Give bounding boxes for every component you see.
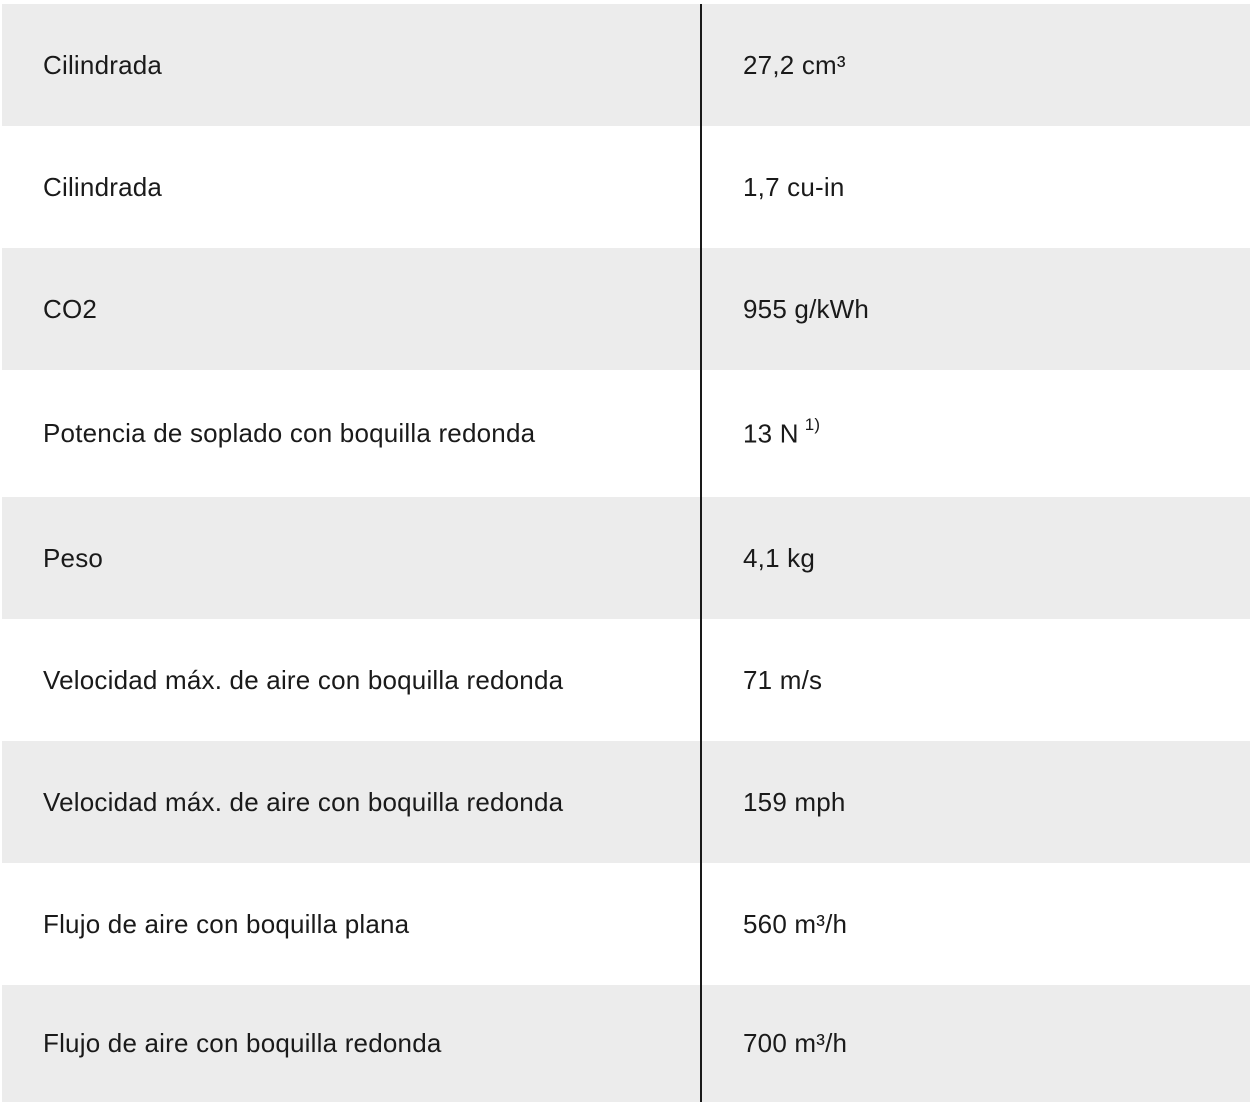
spec-value [702, 294, 1250, 325]
spec-row [2, 248, 1250, 370]
spec-value-text: 13 N [743, 418, 799, 449]
spec-row [2, 370, 1250, 497]
spec-value [702, 909, 1250, 940]
spec-row [2, 619, 1250, 741]
column-divider [700, 4, 702, 1102]
spec-row [2, 985, 1250, 1102]
spec-value-text: 560 m³/h [743, 908, 848, 939]
spec-value [702, 172, 1250, 203]
spec-value [702, 414, 1250, 450]
spec-value [702, 1028, 1250, 1059]
spec-row [2, 4, 1250, 126]
spec-value-text: 1,7 cu-in [743, 171, 845, 202]
spec-row [2, 741, 1250, 863]
spec-label: Peso [43, 542, 104, 573]
spec-label: CO2 [43, 293, 98, 324]
spec-label: Cilindrada [43, 49, 163, 80]
spec-label: Cilindrada [43, 171, 163, 202]
spec-value-text: 700 m³/h [743, 1028, 848, 1058]
spec-label: Potencia de soplado con boquilla redonda [43, 418, 536, 448]
spec-value-text: 71 m/s [743, 664, 823, 695]
spec-value-text: 4,1 kg [743, 542, 816, 573]
spec-label: Flujo de aire con boquilla redonda [43, 1028, 442, 1058]
spec-label: Velocidad máx. de aire con boquilla redonda [43, 664, 564, 695]
spec-value [702, 787, 1250, 818]
spec-row [2, 126, 1250, 248]
spec-value-text: 159 mph [743, 786, 846, 817]
spec-row [2, 497, 1250, 619]
footnote-marker: 1) [804, 414, 821, 434]
spec-label: Flujo de aire con boquilla plana [43, 908, 410, 939]
spec-value-text: 27,2 cm³ [743, 49, 846, 80]
spec-row [2, 863, 1250, 985]
spec-value [702, 543, 1250, 574]
spec-label: Velocidad máx. de aire con boquilla redonda [43, 786, 564, 817]
spec-value-text: 955 g/kWh [743, 293, 870, 324]
spec-table [2, 4, 1250, 1102]
spec-value [702, 50, 1250, 81]
spec-value [702, 665, 1250, 696]
